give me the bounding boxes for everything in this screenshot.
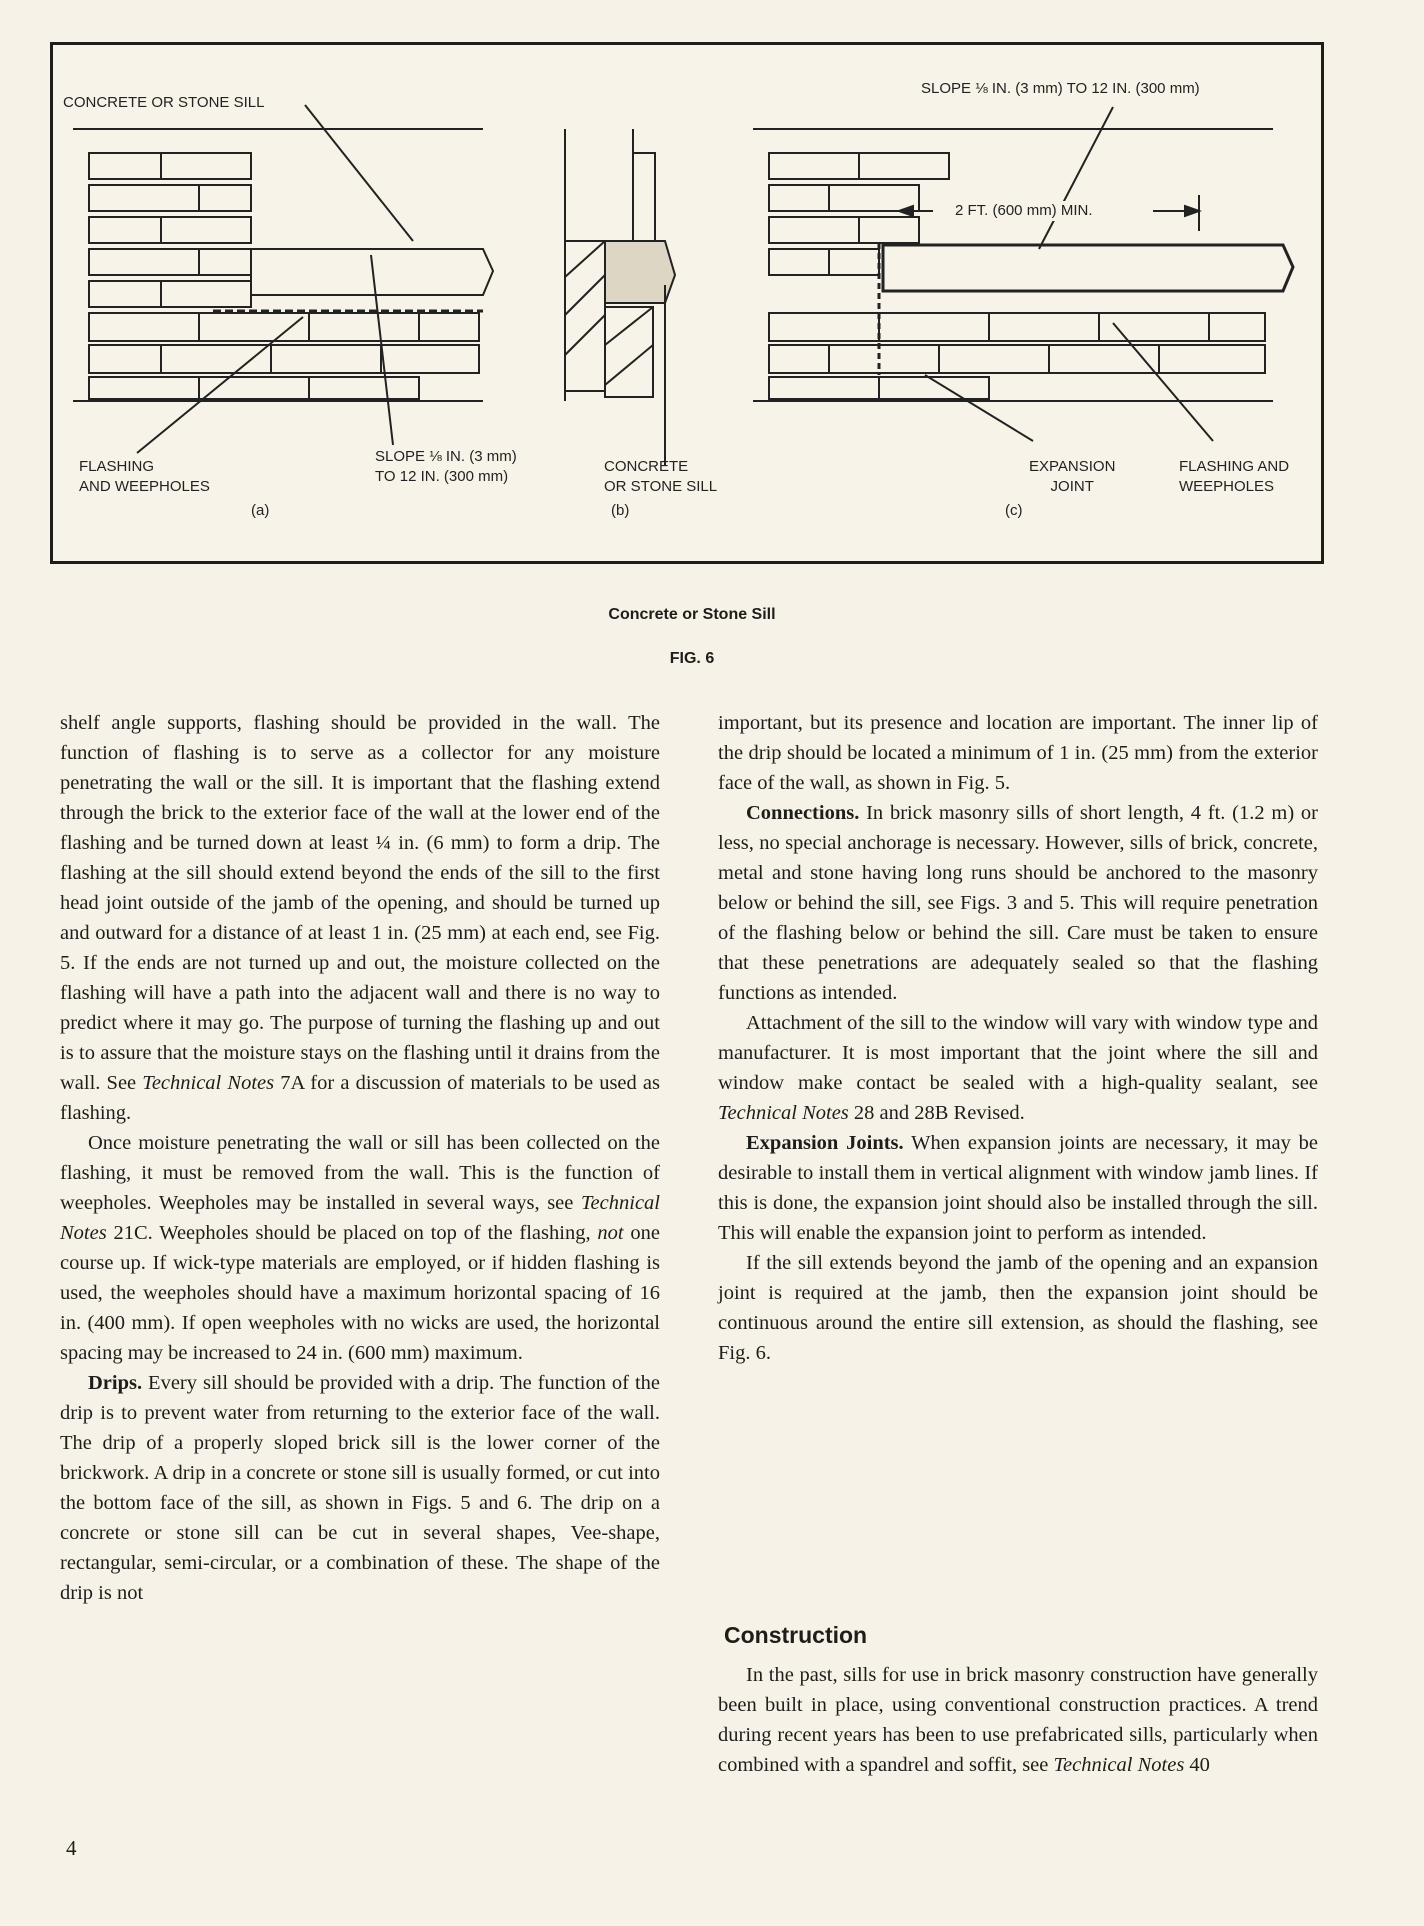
construction-paragraph [718, 1660, 1318, 1780]
label-concrete-stone-sill-a: CONCRETE OR STONE SILL [63, 94, 265, 111]
panel-a-drawing [73, 105, 493, 453]
paragraph: Once moisture penetrating the wall or sill has been collected on the flashing, it must be removed from the wall. This is the function of weepholes. Weepholes may be installed in several ways, see Technical Notes 21C. Weepholes should be placed on top of the flashing, not one course up. If wick-type materials are employed, or if hidden flashing is used, the weepholes should have a maximum horizontal spacing of 16 in. (400 mm). If open weepholes with no wicks are used, the horizontal spacing may be increased to 24 in. (600 mm) maximum. [60, 1132, 660, 1364]
figure-caption: Concrete or Stone Sill [608, 606, 776, 623]
panel-a-label: (a) [251, 502, 270, 519]
label-concrete-stone-sill-b: CONCRETE OR STONE SILL [604, 458, 718, 495]
page-number: 4 [66, 1836, 77, 1860]
label-slope-c: SLOPE ⅛ IN. (3 mm) TO 12 IN. (300 mm) [921, 80, 1200, 97]
label-min-dimension-c: 2 FT. (600 mm) MIN. [951, 201, 1097, 221]
left-column [60, 708, 660, 1608]
paragraph: If the sill extends beyond the jamb of the opening and an expansion joint is required at the jamb, then the expansion joint should be continuous around the entire sill extension, as should the flashing, see Fig. 6. [718, 1252, 1318, 1364]
label-flashing-weepholes-a: FLASHING AND WEEPHOLES [79, 458, 210, 495]
figure-6 [50, 42, 1324, 564]
figure-number: FIG. 6 [669, 650, 715, 667]
label-expansion-joint-c: EXPANSION JOINT [1029, 458, 1116, 495]
label-slope-a: SLOPE ⅛ IN. (3 mm) TO 12 IN. (300 mm) [375, 448, 517, 485]
panel-b-drawing [565, 129, 675, 465]
paragraph: shelf angle supports, flashing should be provided in the wall. The function of flashing is to serve as a collector for any moisture penetrating the wall or the sill. It is important that the flashing extend through the brick to the exterior face of the wall at the lower end of the flashing and be turned down at least ¼ in. (6 mm) to form a drip. The flashing at the sill should extend beyond the ends of the sill to the first head joint outside of the jamb of the opening, and should be turned up and outward for a distance of at least 1 in. (25 mm) at each end, see Fig. 5. If the ends are not turned up and out, the moisture collected on the flashing will have a path into the adjacent wall and there is no way to predict where it may go. The purpose of turning the flashing up and out is to assure that the moisture stays on the flashing until it drains from the wall. See Technical Notes 7A for a discussion of materials to be used as flashing. [60, 712, 660, 1124]
panel-c-drawing [753, 107, 1293, 441]
panel-c-label: (c) [1005, 502, 1023, 519]
panel-b-label: (b) [611, 502, 630, 519]
paragraph: Drips. Every sill should be provided with a drip. The function of the drip is to prevent water from returning to the exterior face of the wall. The drip of a properly sloped brick sill is the lower corner of the brickwork. A drip in a concrete or stone sill is usually formed, or cut into the bottom face of the sill, as shown in Figs. 5 and 6. The drip on a concrete or stone sill can be cut in several shapes, Vee-shape, rectangular, semi-circular, or a combination of these. The shape of the drip is not [60, 1372, 660, 1604]
paragraph: In the past, sills for use in brick masonry construction have generally been built in place, using conventional construction practices. A trend during recent years has been to use prefabricated sills, particularly when combined with a spandrel and soffit, see Technical Notes 40 [718, 1664, 1318, 1776]
paragraph: Expansion Joints. When expansion joints are necessary, it may be desirable to install them in vertical alignment with window jamb lines. If this is done, the expansion joint should also be installed through the sill. This will enable the expansion joint to perform as intended. [718, 1132, 1319, 1244]
section-heading-construction: Construction [724, 1622, 868, 1648]
right-column [718, 708, 1318, 1368]
paragraph: important, but its presence and location are important. The inner lip of the drip should be located a minimum of 1 in. (25 mm) from the exterior face of the wall, as shown in Fig. 5. [718, 712, 1318, 794]
label-flashing-weepholes-c: FLASHING AND WEEPHOLES [1179, 458, 1290, 495]
paragraph: Attachment of the sill to the window will vary with window type and manufacturer. It is most important that the joint where the sill and window make contact be sealed with a high-quality sealant, see Technical Notes 28 and 28B Revised. [718, 1012, 1318, 1124]
paragraph: Connections. In brick masonry sills of short length, 4 ft. (1.2 m) or less, no special anchorage is necessary. However, sills of brick, concrete, metal and stone having long runs should be anchored to the masonry below or behind the sill, see Figs. 3 and 5. This will require penetration of the flashing below or behind the sill. Care must be taken to ensure that these penetrations are adequately sealed so that the flashing functions as intended. [718, 802, 1318, 1004]
